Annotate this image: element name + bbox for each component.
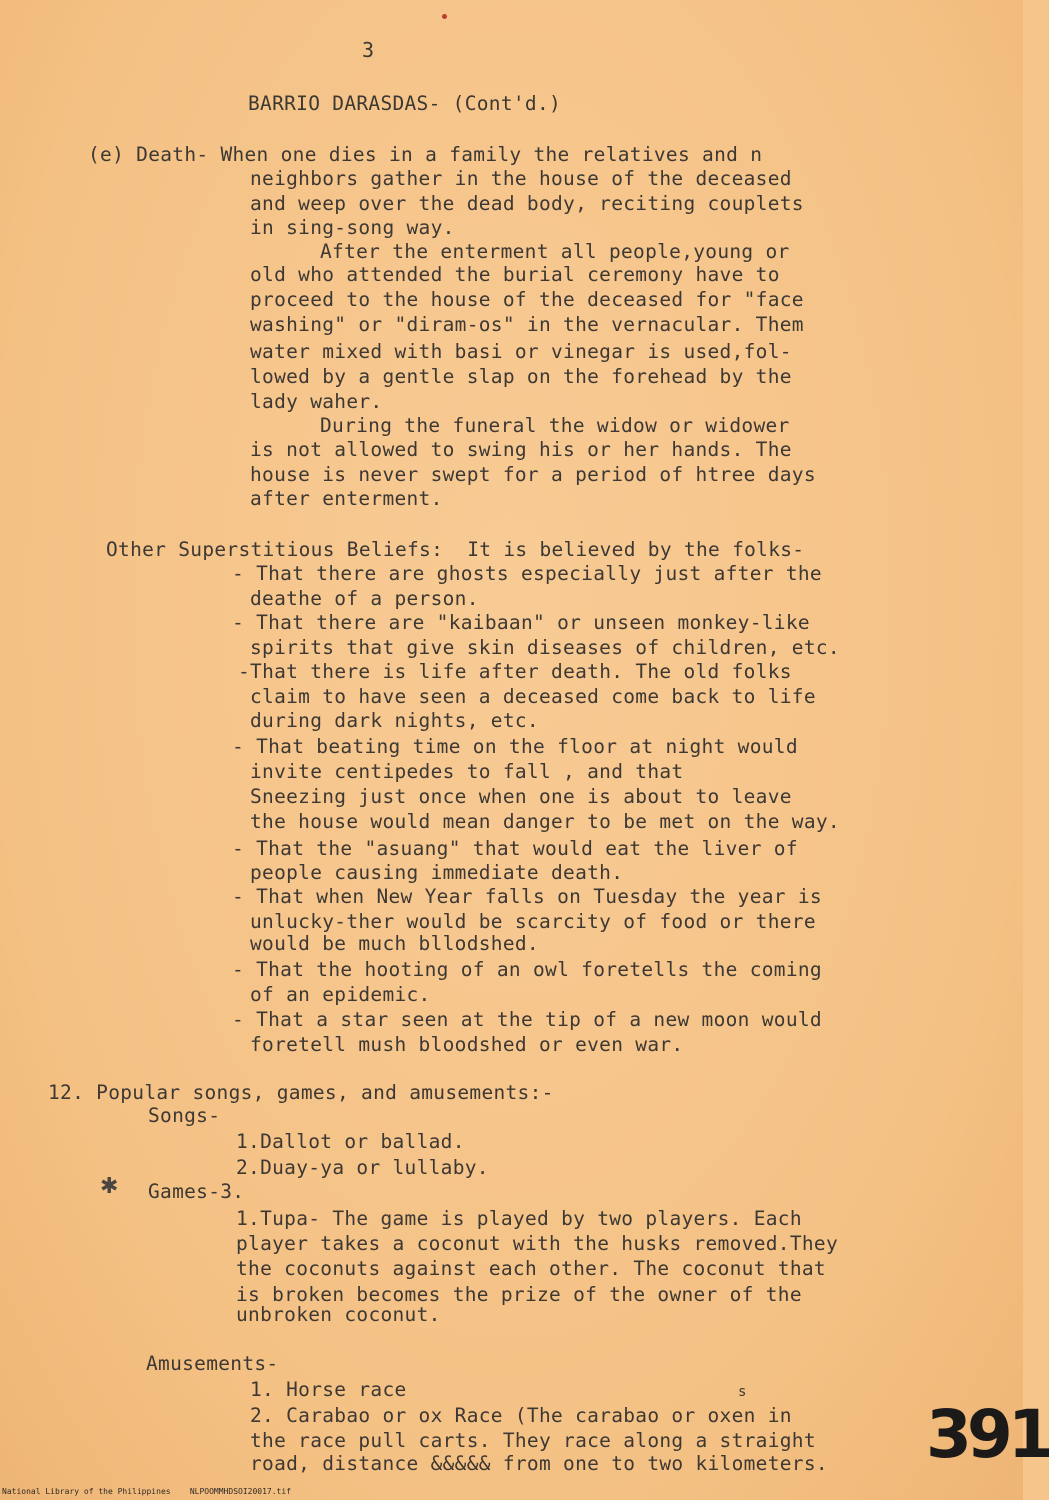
page-stamp: 391 [926, 1396, 1049, 1473]
superstition-line: - That there are "kaibaan" or unseen monkey-like [232, 611, 810, 634]
amusement-item: 2. Carabao or ox Race (The carabao or oxen in [250, 1404, 792, 1427]
superstitions-heading: Other Superstitious Beliefs: It is believed by the folks- [106, 538, 805, 561]
page-heading: BARRIO DARASDAS- (Cont'd.) [248, 92, 562, 115]
superstition-line: - That the "asuang" that would eat the liver of [232, 837, 798, 860]
superstition-line: - That there are ghosts especially just after the [232, 562, 822, 585]
game-line: the coconuts against each other. The coconut that [236, 1257, 826, 1280]
game-line: is broken becomes the prize of the owner of the [236, 1283, 802, 1306]
death-line: is not allowed to swing his or her hands. The [250, 438, 792, 461]
superstition-line: the house would mean danger to be met on the way. [250, 810, 840, 833]
game-line: 1.Tupa- The game is played by two players. Each [236, 1207, 802, 1230]
superstition-line: - That beating time on the floor at night would [232, 735, 798, 758]
superstition-line: Sneezing just once when one is about to leave [250, 785, 792, 808]
amusements-label: Amusements- [146, 1352, 279, 1375]
death-line: After the enterment all people,young or [320, 240, 790, 263]
section-12-heading: 12. Popular songs, games, and amusements:- [48, 1081, 554, 1104]
songs-label: Songs- [148, 1104, 221, 1127]
page-number: 3 [362, 38, 375, 62]
game-line: unbroken coconut. [236, 1303, 441, 1326]
death-line: old who attended the burial ceremony have to [250, 263, 780, 286]
superstition-line: - That the hooting of an owl foretells the coming [232, 958, 822, 981]
superstition-line: of an epidemic. [250, 983, 431, 1006]
superstition-line: would be much bllodshed. [250, 932, 539, 955]
death-line: after enterment. [250, 487, 443, 510]
superstition-line: - That a star seen at the tip of a new moon would [232, 1008, 822, 1031]
game-line: player takes a coconut with the husks removed.They [236, 1232, 838, 1255]
death-line: water mixed with basi or vinegar is used,fol- [250, 340, 792, 363]
amusement-line: road, distance &&&&& from one to two kilometers. [250, 1452, 828, 1475]
death-line: and weep over the dead body, reciting couplets [250, 192, 804, 215]
superstition-line: foretell mush bloodshed or even war. [250, 1033, 684, 1056]
death-line: neighbors gather in the house of the deceased [250, 167, 792, 190]
stray-mark: s [738, 1384, 747, 1400]
death-line: (e) Death- When one dies in a family the relatives and n [88, 143, 763, 166]
superstition-line: deathe of a person. [250, 587, 479, 610]
superstition-line: people causing immediate death. [250, 861, 624, 884]
superstition-line: during dark nights, etc. [250, 709, 539, 732]
superstition-line: unlucky-ther would be scarcity of food or there [250, 910, 816, 933]
death-line: house is never swept for a period of htree days [250, 463, 816, 486]
games-label: Games-3. [148, 1180, 245, 1203]
amusement-line: the race pull carts. They race along a straight [250, 1429, 816, 1452]
red-speck [442, 14, 447, 19]
song-item: 2.Duay-ya or lullaby. [236, 1156, 489, 1179]
death-line: lowed by a gentle slap on the forehead by the [250, 365, 792, 388]
margin-mark: ✱ [100, 1174, 119, 1199]
superstition-line: claim to have seen a deceased come back to life [250, 685, 816, 708]
death-line: proceed to the house of the deceased for "face [250, 288, 804, 311]
superstition-line: spirits that give skin diseases of children, etc. [250, 636, 840, 659]
death-line: lady waher. [250, 390, 383, 413]
song-item: 1.Dallot or ballad. [236, 1130, 465, 1153]
superstition-line: - That when New Year falls on Tuesday the year is [232, 885, 822, 908]
amusement-item: 1. Horse race [250, 1378, 407, 1401]
death-line: During the funeral the widow or widower [320, 414, 790, 437]
death-line: washing" or "diram-os" in the vernacular. Them [250, 313, 804, 336]
death-line: in sing-song way. [250, 216, 455, 239]
archive-footer: National Library of the Philippines NLPOOMMHDSOI20017.tif [2, 1487, 291, 1496]
superstition-line: invite centipedes to fall , and that [250, 760, 684, 783]
superstition-line: -That there is life after death. The old folks [238, 660, 792, 683]
